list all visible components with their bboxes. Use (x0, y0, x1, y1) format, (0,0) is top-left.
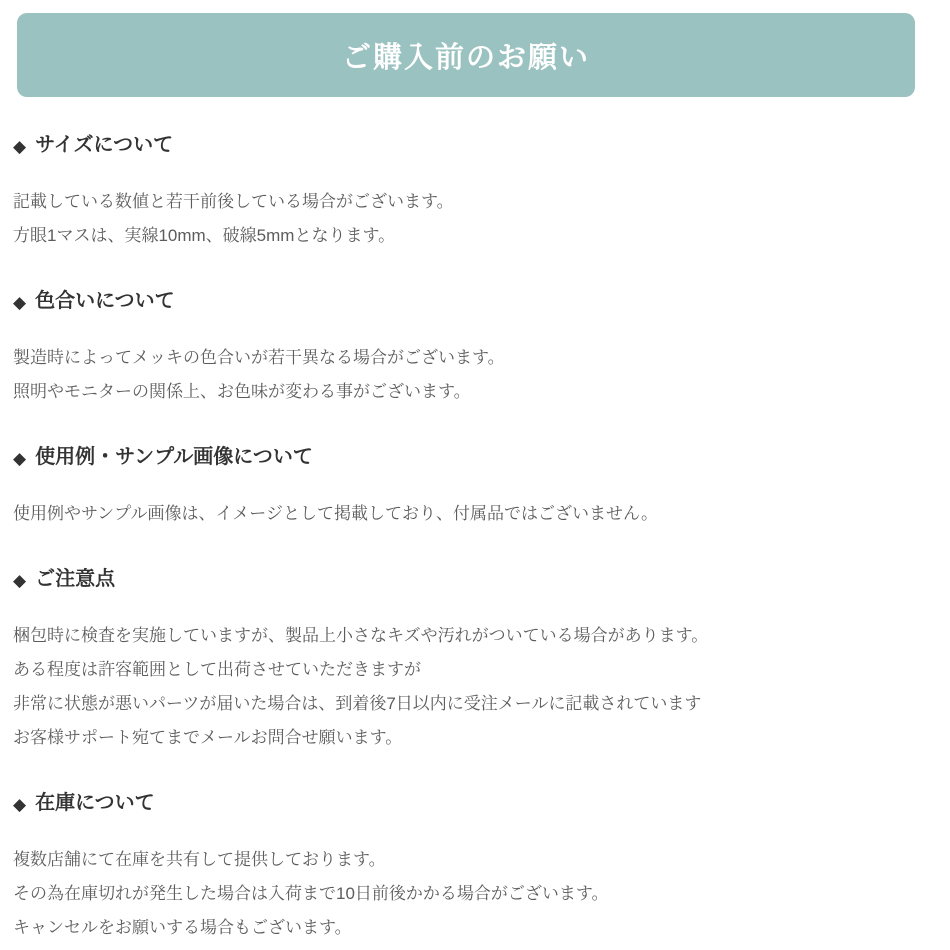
section-body (13, 185, 905, 253)
section-heading-text: サイズについて (35, 134, 174, 156)
diamond-bullet-icon: ◆ (13, 448, 27, 468)
body-line: キャンセルをお願いする場合もございます。 (13, 918, 352, 937)
diamond-bullet-icon: ◆ (13, 292, 27, 312)
diamond-bullet-icon: ◆ (13, 136, 27, 156)
notice-section (13, 289, 905, 409)
body-line: 非常に状態が悪いパーツが届いた場合は、到着後7日以内に受注メールに記載されています (13, 694, 702, 713)
notice-section (13, 445, 905, 531)
section-heading (13, 445, 905, 469)
section-heading (13, 133, 905, 157)
notice-section (13, 791, 905, 945)
section-heading (13, 791, 905, 815)
section-heading (13, 289, 905, 313)
body-line: 複数店舗にて在庫を共有して提供しております。 (13, 850, 386, 869)
section-body (13, 497, 905, 531)
body-line: 照明やモニターの関係上、お色味が変わる事がございます。 (13, 382, 471, 401)
notice-sections (0, 133, 950, 945)
section-heading (13, 567, 905, 591)
diamond-bullet-icon: ◆ (13, 570, 27, 590)
body-line: その為在庫切れが発生した場合は入荷まで10日前後かかる場合がございます。 (13, 884, 609, 903)
body-line: 梱包時に検査を実施していますが、製品上小さなキズや汚れがついている場合があります。 (13, 626, 709, 645)
body-line: 製造時によってメッキの色合いが若干異なる場合がございます。 (13, 348, 505, 367)
notice-banner (17, 13, 915, 97)
notice-section (13, 567, 905, 755)
body-line: 方眼1マスは、実線10mm、破線5mmとなります。 (13, 226, 396, 245)
section-body (13, 619, 905, 755)
section-heading-text: 色合いについて (35, 290, 175, 312)
section-heading-text: 在庫について (35, 792, 155, 814)
section-heading-text: 使用例・サンプル画像について (35, 446, 313, 468)
body-line: お客様サポート宛てまでメールお問合せ願います。 (13, 728, 403, 747)
diamond-bullet-icon: ◆ (13, 794, 27, 814)
body-line: 記載している数値と若干前後している場合がございます。 (13, 192, 454, 211)
section-body (13, 341, 905, 409)
section-heading-text: ご注意点 (35, 568, 116, 590)
section-body (13, 843, 905, 945)
body-line: 使用例やサンプル画像は、イメージとして掲載しており、付属品ではございません。 (13, 504, 658, 523)
notice-section (13, 133, 905, 253)
banner-title: ご購入前のお願い (341, 41, 590, 74)
body-line: ある程度は許容範囲として出荷させていただきますが (13, 660, 421, 679)
